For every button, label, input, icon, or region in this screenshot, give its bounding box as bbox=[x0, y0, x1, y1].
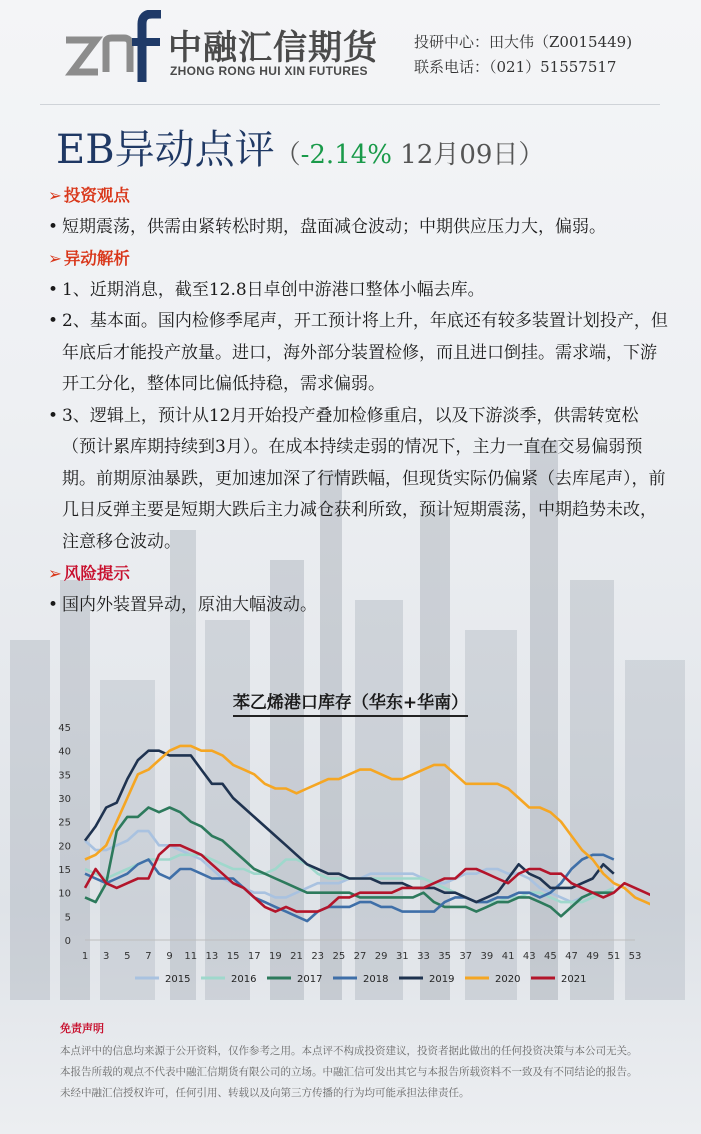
arrow-icon: ➢ bbox=[48, 564, 62, 583]
bullet-icon: • bbox=[48, 405, 59, 426]
legend-label-2018: 2018 bbox=[363, 974, 389, 985]
series-line-2018 bbox=[85, 855, 614, 921]
x-tick-label: 43 bbox=[522, 951, 536, 962]
x-tick-label: 47 bbox=[565, 951, 578, 962]
page-title bbox=[56, 118, 544, 175]
bullet-icon: • bbox=[48, 279, 59, 300]
x-tick-label: 29 bbox=[374, 951, 388, 962]
contact-info bbox=[414, 30, 632, 80]
company-logo-icon bbox=[62, 10, 162, 82]
x-tick-label: 5 bbox=[124, 951, 131, 962]
y-tick-label: 15 bbox=[58, 865, 71, 876]
header bbox=[0, 0, 701, 100]
title-change-pct: -2.14% bbox=[300, 140, 392, 170]
contact-phone: 联系电话：（021）51557517 bbox=[414, 58, 617, 76]
x-tick-label: 51 bbox=[607, 951, 621, 962]
x-tick-label: 53 bbox=[628, 951, 642, 962]
y-tick-label: 30 bbox=[58, 794, 71, 805]
x-tick-label: 7 bbox=[145, 951, 152, 962]
bullet-icon: • bbox=[48, 594, 59, 615]
disclaimer-heading: 免责声明 bbox=[60, 1022, 104, 1035]
title-main: EB异动点评 bbox=[56, 127, 275, 173]
list-item: • 国内外装置异动，原油大幅波动。 bbox=[48, 590, 668, 622]
bullet-icon: • bbox=[48, 311, 59, 331]
x-tick-label: 1 bbox=[81, 951, 89, 962]
x-tick-label: 21 bbox=[290, 951, 303, 962]
list-item: • 3、逻辑上，预计从12月开始投产叠加检修重启，以及下游淡季，供需转宽松（预计累库期持续到3月）。在成本持续走弱的情况下，主力一直在交易偏弱预期。前期原油暴跌，更加速加深了行情跌幅，但现货实际仍偏紧（去库尾声），前几日反弹主要是短期大跌后主力减仓获利所致，预计短期震荡，中期趋势未改，注意移仓波动。 bbox=[48, 401, 668, 559]
x-tick-label: 25 bbox=[332, 951, 346, 962]
legend-label-2017: 2017 bbox=[297, 974, 323, 985]
disclaimer bbox=[60, 1018, 640, 1104]
x-tick-label: 15 bbox=[226, 951, 240, 962]
legend-label-2016: 2016 bbox=[231, 974, 257, 985]
contact-researcher: 投研中心：田大伟（Z0015449) bbox=[414, 33, 633, 51]
list-item: • 短期震荡，供需由紧转松时期，盘面减仓波动；中期供应压力大，偏弱。 bbox=[48, 212, 668, 244]
title-date: 12月09日） bbox=[392, 140, 545, 170]
series-line-2017 bbox=[85, 808, 614, 917]
section-heading-risk: ➢ 风险提示 bbox=[48, 564, 130, 583]
x-tick-label: 45 bbox=[544, 951, 557, 962]
x-tick-label: 37 bbox=[459, 951, 473, 962]
y-tick-label: 25 bbox=[58, 817, 71, 829]
arrow-icon: ➢ bbox=[48, 186, 62, 205]
section-heading-analysis: ➢ 异动解析 bbox=[48, 249, 130, 268]
y-tick-label: 35 bbox=[58, 770, 71, 782]
disclaimer-body: 本点评中的信息均来源于公开资料，仅作参考之用。本点评不构成投资建议，投资者据此做出的任何投资决策与本公司无关。本报告所载的观点不代表中融汇信期货有限公司的立场。中融汇信可发出其它与本报告所载资料不一致及有不同结论的报告。未经中融汇信授权许可，任何引用、转载以及向第三方传播的行为均可能承担法律责任。 bbox=[60, 1045, 638, 1099]
y-tick-label: 5 bbox=[64, 912, 71, 924]
y-tick-label: 20 bbox=[58, 841, 71, 853]
header-divider bbox=[40, 104, 660, 105]
x-tick-label: 3 bbox=[102, 951, 110, 962]
section-heading-view: ➢ 投资观点 bbox=[48, 186, 130, 205]
company-name-cn: 中融汇信期货 bbox=[168, 28, 378, 68]
legend-label-2015: 2015 bbox=[165, 974, 191, 985]
x-tick-label: 23 bbox=[311, 951, 325, 962]
title-open-paren: （ bbox=[274, 140, 301, 170]
x-tick-label: 11 bbox=[184, 951, 198, 962]
x-tick-label: 41 bbox=[501, 951, 515, 962]
y-tick-label: 0 bbox=[64, 936, 71, 947]
x-tick-label: 49 bbox=[586, 951, 600, 962]
x-tick-label: 39 bbox=[480, 951, 494, 962]
commentary-body bbox=[48, 180, 668, 621]
y-tick-label: 45 bbox=[58, 723, 71, 734]
y-tick-label: 40 bbox=[58, 746, 71, 758]
bullet-icon: • bbox=[48, 216, 59, 237]
x-tick-label: 27 bbox=[353, 951, 367, 962]
company-name-en: ZHONG RONG HUI XIN FUTURES bbox=[170, 64, 368, 78]
x-tick-label: 19 bbox=[269, 951, 282, 962]
x-tick-label: 31 bbox=[395, 951, 409, 962]
x-tick-label: 9 bbox=[166, 951, 173, 962]
inventory-line-chart bbox=[50, 715, 650, 995]
legend-label-2021: 2021 bbox=[561, 974, 587, 985]
y-tick-label: 10 bbox=[58, 888, 71, 900]
list-item: • 1、近期消息，截至12.8日卓创中游港口整体小幅去库。 bbox=[48, 275, 668, 307]
x-tick-label: 17 bbox=[247, 951, 261, 962]
chart-title: 苯乙烯港口库存（华东+华南） bbox=[0, 688, 701, 713]
x-tick-label: 35 bbox=[438, 951, 451, 962]
x-tick-label: 13 bbox=[205, 951, 219, 962]
x-tick-label: 33 bbox=[417, 951, 430, 962]
legend-label-2020: 2020 bbox=[495, 974, 521, 985]
arrow-icon: ➢ bbox=[48, 249, 62, 268]
legend-label-2019: 2019 bbox=[429, 974, 455, 985]
list-item: • 2、基本面。国内检修季尾声，开工预计将上升，年底还有较多装置计划投产，但年底后才能投产放量。进口，海外部分装置检修，而且进口倒挂。需求端，下游开工分化，整体同比偏低持稳，需求偏弱。 bbox=[48, 306, 668, 401]
